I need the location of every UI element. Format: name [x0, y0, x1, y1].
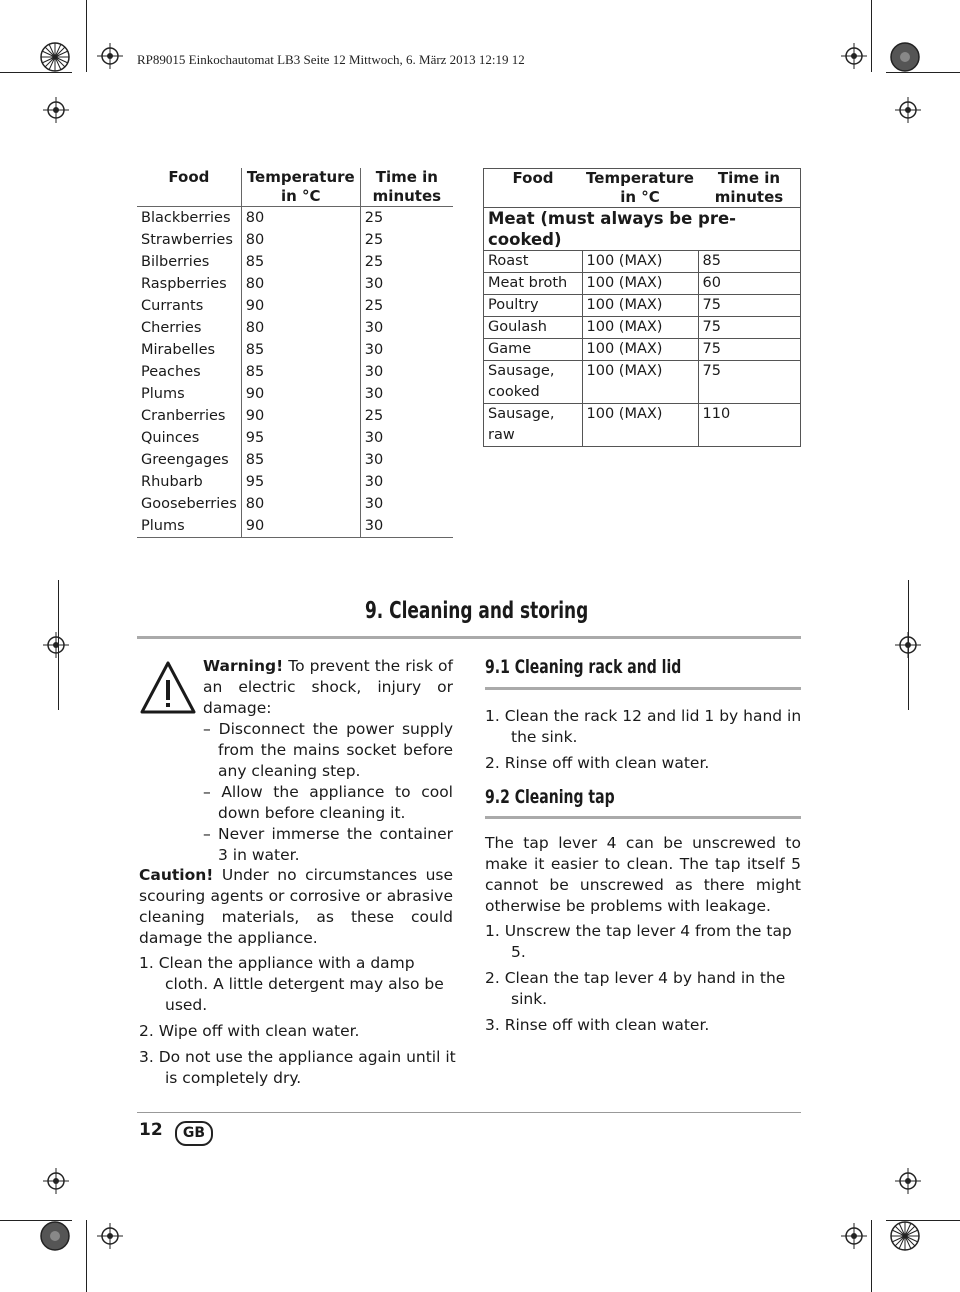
temperature-cell: 100 (MAX) [582, 273, 698, 295]
time-cell: 25 [360, 207, 453, 230]
food-cell: Meat broth [484, 273, 583, 295]
time-cell: 25 [360, 295, 453, 317]
table-row [137, 493, 453, 515]
column-header-temperature: Temperature in °C [586, 169, 694, 206]
temperature-cell: 80 [241, 273, 360, 295]
warning-triangle-icon [139, 660, 197, 716]
food-cell: Cherries [137, 317, 241, 339]
column-header-food: Food [137, 168, 241, 207]
table-row [484, 361, 801, 404]
table-row [137, 295, 453, 317]
registration-mark-icon [895, 1168, 921, 1194]
section-row [484, 208, 801, 251]
table-row [137, 273, 453, 295]
temperature-cell: 85 [241, 251, 360, 273]
language-badge: GB [175, 1121, 213, 1146]
warning-block [203, 656, 453, 866]
food-cell: Game [484, 339, 583, 361]
temperature-cell: 80 [241, 207, 360, 230]
food-cell: Rhubarb [137, 471, 241, 493]
time-cell: 30 [360, 317, 453, 339]
table-row [137, 339, 453, 361]
temperature-cell: 85 [241, 449, 360, 471]
temperature-cell: 100 (MAX) [582, 317, 698, 339]
time-cell: 30 [360, 273, 453, 295]
tap-steps-list [485, 921, 803, 1041]
temperature-cell: 80 [241, 317, 360, 339]
food-cell: Greengages [137, 449, 241, 471]
page-number: 12 [139, 1120, 163, 1140]
starburst-mark-icon [890, 1221, 920, 1251]
table-row [137, 405, 453, 427]
list-item: 3. Do not use the appliance again until it is completely dry. [139, 1048, 456, 1087]
dark-starburst-mark-icon [890, 42, 920, 72]
crop-mark [86, 0, 87, 72]
table-row [484, 251, 801, 273]
warning-item: – Never immerse the container 3 in water. [203, 825, 453, 864]
registration-mark-icon [895, 632, 921, 658]
cleaning-steps-list [139, 953, 459, 1094]
caution-text: Under no circumstances use scouring agents or corrosive or abrasive cleaning materials, as these could damage the appliance. [139, 866, 453, 947]
caution-block [139, 865, 453, 949]
footer-rule [137, 1112, 801, 1113]
temperature-cell: 85 [241, 339, 360, 361]
time-cell: 25 [360, 251, 453, 273]
rack-lid-steps-list [485, 706, 803, 779]
crop-mark [0, 72, 72, 73]
table-header-row [137, 168, 453, 207]
registration-mark-icon [43, 632, 69, 658]
fruit-table [137, 168, 453, 538]
food-cell: Goulash [484, 317, 583, 339]
meat-table [483, 168, 801, 447]
food-cell: Strawberries [137, 229, 241, 251]
temperature-cell: 100 (MAX) [582, 361, 698, 404]
subsection-rule [485, 816, 801, 819]
time-cell: 75 [698, 361, 801, 404]
list-item: 2. Clean the tap lever 4 by hand in the sink. [485, 969, 786, 1008]
meat-table-body [484, 208, 801, 447]
table-row [137, 229, 453, 251]
time-cell: 30 [360, 515, 453, 538]
food-cell: Bilberries [137, 251, 241, 273]
table-row [137, 317, 453, 339]
time-cell: 30 [360, 427, 453, 449]
temperature-cell: 90 [241, 383, 360, 405]
list-item: 2. Rinse off with clean water. [485, 754, 710, 772]
table-row [137, 361, 453, 383]
time-cell: 30 [360, 383, 453, 405]
temperature-cell: 80 [241, 493, 360, 515]
subsection-heading-rack-lid: 9.1 Cleaning rack and lid [485, 656, 682, 678]
food-cell: Poultry [484, 295, 583, 317]
warning-item: – Disconnect the power supply from the mains socket before any cleaning step. [203, 720, 453, 780]
table-row [137, 515, 453, 538]
temperature-cell: 100 (MAX) [582, 339, 698, 361]
table-row [137, 207, 453, 230]
table-row [484, 295, 801, 317]
temperature-cell: 90 [241, 405, 360, 427]
time-cell: 30 [360, 493, 453, 515]
dark-starburst-mark-icon [40, 1221, 70, 1251]
food-cell: Plums [137, 383, 241, 405]
subsection-heading-tap: 9.2 Cleaning tap [485, 786, 615, 808]
time-cell: 25 [360, 405, 453, 427]
crop-mark [871, 0, 872, 72]
table-row [137, 383, 453, 405]
table-row [484, 317, 801, 339]
table-row [484, 404, 801, 447]
registration-mark-icon [97, 1223, 123, 1249]
registration-mark-icon [97, 43, 123, 69]
table-row [137, 251, 453, 273]
food-cell: Raspberries [137, 273, 241, 295]
time-cell: 85 [698, 251, 801, 273]
food-cell: Mirabelles [137, 339, 241, 361]
column-header-temperature: Temperature in °C [241, 168, 360, 207]
warning-label: Warning! [203, 657, 284, 675]
column-header-time: Time in minutes [714, 169, 784, 206]
list-item: 1. Clean the rack 12 and lid 1 by hand in the sink. [485, 707, 802, 746]
print-info-line: RP89015 Einkochautomat LB3 Seite 12 Mittwoch, 6. März 2013 12:19 12 [137, 52, 525, 67]
column-header-time: Time in minutes [360, 168, 453, 207]
food-cell: Peaches [137, 361, 241, 383]
temperature-cell: 85 [241, 361, 360, 383]
table-row [484, 273, 801, 295]
list-item: 2. Wipe off with clean water. [139, 1022, 360, 1040]
table-row [484, 339, 801, 361]
list-item: 3. Rinse off with clean water. [485, 1016, 710, 1034]
fruit-table-body [137, 207, 453, 538]
registration-mark-icon [43, 1168, 69, 1194]
tap-intro-paragraph: The tap lever 4 can be unscrewed to make it easier to clean. The tap itself 5 cannot be unscrewed as there might otherwise be problems with leakage. [485, 834, 801, 915]
section-heading-cleaning-storing: 9. Cleaning and storing [365, 598, 589, 624]
time-cell: 30 [360, 361, 453, 383]
column-header-food: Food [512, 169, 554, 187]
list-item: 1. Unscrew the tap lever 4 from the tap 5. [485, 922, 792, 961]
temperature-cell: 95 [241, 471, 360, 493]
time-cell: 110 [698, 404, 801, 447]
time-cell: 30 [360, 339, 453, 361]
crop-mark [886, 72, 960, 73]
meat-section-label: Meat (must always be pre-cooked) [484, 208, 801, 251]
warning-text: To prevent the risk of an electric shock, injury or damage: [203, 657, 453, 717]
temperature-cell: 95 [241, 427, 360, 449]
food-cell: Sausage, raw [484, 404, 583, 447]
table-row [137, 449, 453, 471]
time-cell: 75 [698, 339, 801, 361]
food-cell: Sausage, cooked [484, 361, 583, 404]
time-cell: 30 [360, 449, 453, 471]
time-cell: 60 [698, 273, 801, 295]
food-cell: Cranberries [137, 405, 241, 427]
temperature-cell: 80 [241, 229, 360, 251]
food-cell: Quinces [137, 427, 241, 449]
temperature-cell: 100 (MAX) [582, 251, 698, 273]
subsection-rule [485, 687, 801, 690]
temperature-cell: 90 [241, 295, 360, 317]
crop-mark [871, 1220, 872, 1292]
time-cell: 75 [698, 317, 801, 339]
food-cell: Plums [137, 515, 241, 538]
registration-mark-icon [43, 97, 69, 123]
table-header-row [484, 169, 801, 208]
temperature-cell: 90 [241, 515, 360, 538]
food-cell: Blackberries [137, 207, 241, 230]
temperature-cell: 100 (MAX) [582, 295, 698, 317]
list-item: 1. Clean the appliance with a damp cloth. A little detergent may also be used. [139, 954, 444, 1014]
crop-mark [86, 1220, 87, 1292]
section-rule [137, 636, 801, 639]
time-cell: 25 [360, 229, 453, 251]
temperature-cell: 100 (MAX) [582, 404, 698, 447]
registration-mark-icon [841, 1223, 867, 1249]
registration-mark-icon [895, 97, 921, 123]
table-row [137, 427, 453, 449]
time-cell: 75 [698, 295, 801, 317]
time-cell: 30 [360, 471, 453, 493]
registration-mark-icon [841, 43, 867, 69]
caution-label: Caution! [139, 866, 214, 884]
warning-item: – Allow the appliance to cool down before cleaning it. [203, 783, 453, 822]
food-cell: Roast [484, 251, 583, 273]
starburst-mark-icon [40, 42, 70, 72]
food-cell: Gooseberries [137, 493, 241, 515]
table-row [137, 471, 453, 493]
food-cell: Currants [137, 295, 241, 317]
